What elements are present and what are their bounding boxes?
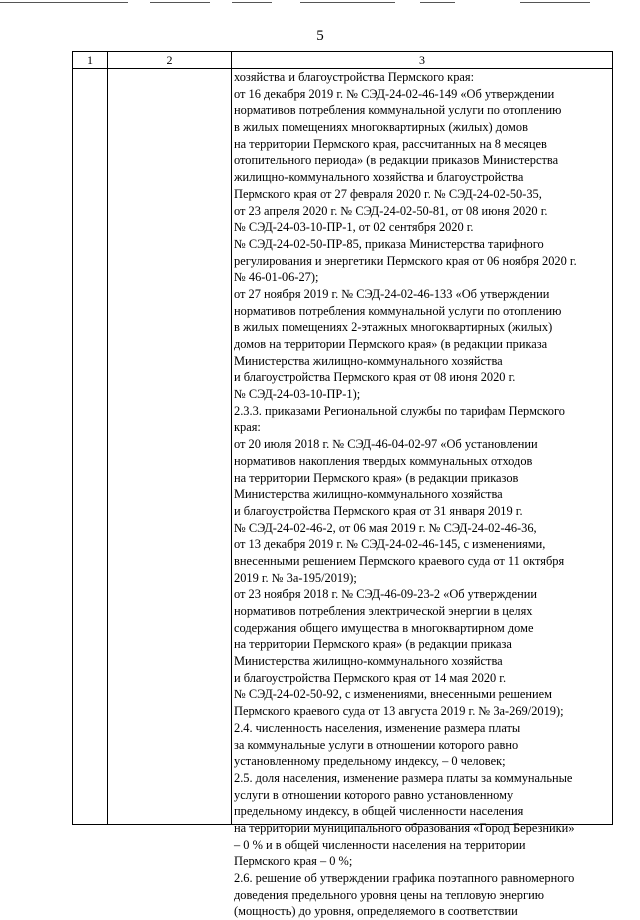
text-line: и благоустройства Пермского края от 08 июня 2020 г. <box>234 370 516 385</box>
text-line: 2.5. доля населения, изменение размера платы за коммунальные <box>234 770 573 785</box>
text-line: от 20 июля 2018 г. № СЭД-46-04-02-97 «Об установлении <box>234 437 538 452</box>
text-line: № СЭД-24-02-50-ПР-85, приказа Министерства тарифного <box>234 236 544 251</box>
text-line: № СЭД-24-02-50-92, с изменениями, внесенными решением <box>234 687 553 702</box>
scan-edge <box>0 0 640 6</box>
text-line: Пермского краевого суда от 13 августа 2019 г. № 3а-269/2019); <box>234 704 564 719</box>
text-line: и благоустройства Пермского края от 14 мая 2020 г. <box>234 670 507 685</box>
text-line: и благоустройства Пермского края от 31 января 2019 г. <box>234 503 523 518</box>
text-line: на территории Пермского края» (в редакции приказа <box>234 637 512 652</box>
text-line: регулирования и энергетики Пермского края от 06 ноября 2020 г. <box>234 253 577 268</box>
table-header-row <box>73 52 612 69</box>
text-line: (мощность) до уровня, определяемого в соответствии <box>234 904 518 919</box>
column-divider <box>107 52 108 824</box>
text-line: от 16 декабря 2019 г. № СЭД-24-02-46-149 «Об утверждении <box>234 86 555 101</box>
text-line: 2.4. численность населения, изменение размера платы <box>234 720 521 735</box>
text-line: в жилых помещениях 2-этажных многоквартирных (жилых) <box>234 320 553 335</box>
text-line: отопительного периода» (в редакции приказов Министерства <box>234 153 559 168</box>
text-line: от 23 ноября 2018 г. № СЭД-46-09-23-2 «Об утверждении <box>234 587 538 602</box>
text-line: содержания общего имущества в многоквартирном доме <box>234 620 534 635</box>
text-line: предельному индексу, в общей численности населения <box>234 804 524 819</box>
text-line: – 0 % и в общей численности населения на территории <box>234 837 526 852</box>
text-line: установленному предельному индексу, – 0 человек; <box>234 754 506 769</box>
text-line: домов на территории Пермского края» (в редакции приказа <box>234 337 548 351</box>
text-line: в жилых помещениях многоквартирных (жилых) домов <box>234 120 528 135</box>
text-line: услуги в отношении которого равно установленному <box>234 787 514 802</box>
text-line: № СЭД-24-03-10-ПР-1, от 02 сентября 2020 г. <box>234 220 474 235</box>
text-line: от 27 ноября 2019 г. № СЭД-24-02-46-133 «Об утверждении <box>234 286 550 301</box>
column-header-2: 2 <box>166 53 173 67</box>
text-line: за коммунальные услуги в отношении которого равно <box>234 737 519 752</box>
text-line: нормативов потребления электрической энергии в целях <box>234 604 533 618</box>
text-line: 2.6. решение об утверждении графика поэтапного равномерного <box>234 871 575 885</box>
text-line: доведения предельного уровня цены на тепловую энергию <box>234 887 544 902</box>
column-header-1: 1 <box>87 53 93 67</box>
text-line: Министерства жилищно-коммунального хозяйства <box>234 353 503 368</box>
text-line: от 23 апреля 2020 г. № СЭД-24-02-50-81, от 08 июня 2020 г. <box>234 203 548 218</box>
text-line: 2019 г. № 3а-195/2019); <box>234 570 357 585</box>
page-number: 5 <box>316 28 324 44</box>
text-line: на территории Пермского края, рассчитанных на 8 месяцев <box>234 136 547 151</box>
text-line: нормативов накопления твердых коммунальных отходов <box>234 453 533 468</box>
text-line: внесенными решением Пермского краевого суда от 11 октября <box>234 553 565 568</box>
text-line: жилищно-коммунального хозяйства и благоустройства <box>234 170 524 185</box>
column-header-3: 3 <box>419 53 425 67</box>
text-line: хозяйства и благоустройства Пермского края: <box>234 70 475 84</box>
text-line: Пермского края – 0 %; <box>234 854 353 869</box>
text-line: от 13 декабря 2019 г. № СЭД-24-02-46-145, с изменениями, <box>234 537 546 552</box>
document-table <box>72 51 613 919</box>
text-line: № СЭД-24-02-46-2, от 06 мая 2019 г. № СЭД-24-02-46-36, <box>234 520 537 535</box>
text-line: № СЭД-24-03-10-ПР-1); <box>234 387 361 402</box>
text-line: нормативов потребления коммунальной услуги по отоплению <box>234 303 562 318</box>
text-line: Министерства жилищно-коммунального хозяйства <box>234 487 503 502</box>
text-line: нормативов потребления коммунальной услуги по отоплению <box>234 103 562 118</box>
text-line: Министерства жилищно-коммунального хозяйства <box>234 654 503 669</box>
text-line: на территории Пермского края» (в редакции приказов <box>234 470 519 485</box>
text-line: края: <box>234 420 261 435</box>
column-3-text <box>232 69 610 920</box>
text-line: 2.3.3. приказами Региональной службы по тарифам Пермского <box>234 403 565 418</box>
text-line: Пермского края от 27 февраля 2020 г. № СЭД-24-02-50-35, <box>234 186 542 201</box>
text-line: № 46-01-06-27); <box>234 270 319 285</box>
text-line: на территории муниципального образования «Город Березники» <box>234 820 575 835</box>
